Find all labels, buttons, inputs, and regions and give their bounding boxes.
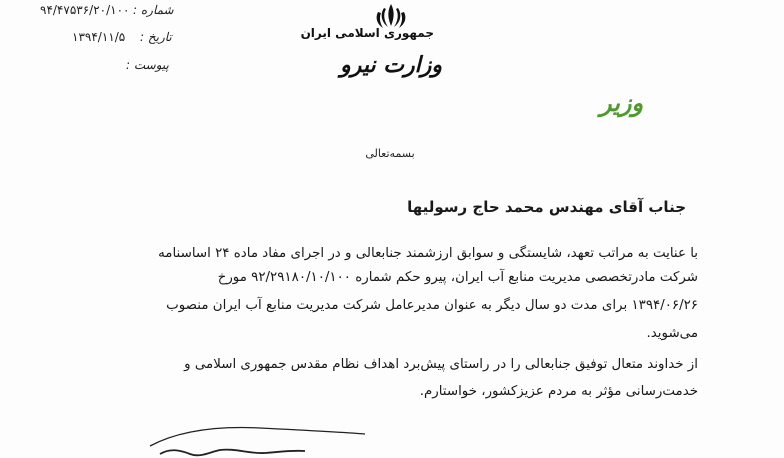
body-line-5: از خداوند متعال توفیق جنابعالی را در راستای پیش‌برد اهداف نظام مقدس جمهوری اسلامی و — [184, 357, 698, 372]
body-line-2: شرکت مادرتخصصی مدیریت منابع آب ایران، پیرو حکم شماره ۹۲/۲۹۱۸۰/۱۰/۱۰۰ مورخ — [217, 270, 698, 285]
body-line-4: می‌شوید. — [646, 326, 698, 341]
country-name: جمهوری اسلامی ایران — [300, 26, 434, 40]
body-line-3: ۱۳۹۴/۰۶/۲۶ برای مدت دو سال دیگر به عنوان مدیرعامل شرکت مدیریت منابع آب ایران منصوب — [166, 298, 698, 313]
body-line-1: با عنایت به مراتب تعهد، شایستگی و سوابق ارزشمند جنابعالی و در اجرای مفاد ماده ۲۴ اساسنامه — [158, 246, 698, 261]
salutation: بسمه‌تعالی — [365, 147, 415, 160]
number-label: شماره : — [133, 3, 174, 17]
signature — [140, 420, 370, 458]
date-value: ۱۳۹۴/۱۱/۵ — [72, 30, 126, 44]
recipient: جناب آقای مهندس محمد حاج رسولیها — [407, 198, 686, 216]
attachment-label: پیوست : — [126, 58, 169, 72]
body-line-6: خدمت‌رسانی مؤثر به مردم عزیزکشور، خواستارم. — [419, 384, 698, 399]
number-value: ۹۴/۴۷۵۳۶/۲۰/۱۰۰ — [40, 3, 130, 17]
date-label: تاریخ : — [140, 30, 172, 44]
ministry-name: وزارت نیرو — [340, 52, 442, 78]
minister-title: وزیر — [600, 88, 644, 117]
